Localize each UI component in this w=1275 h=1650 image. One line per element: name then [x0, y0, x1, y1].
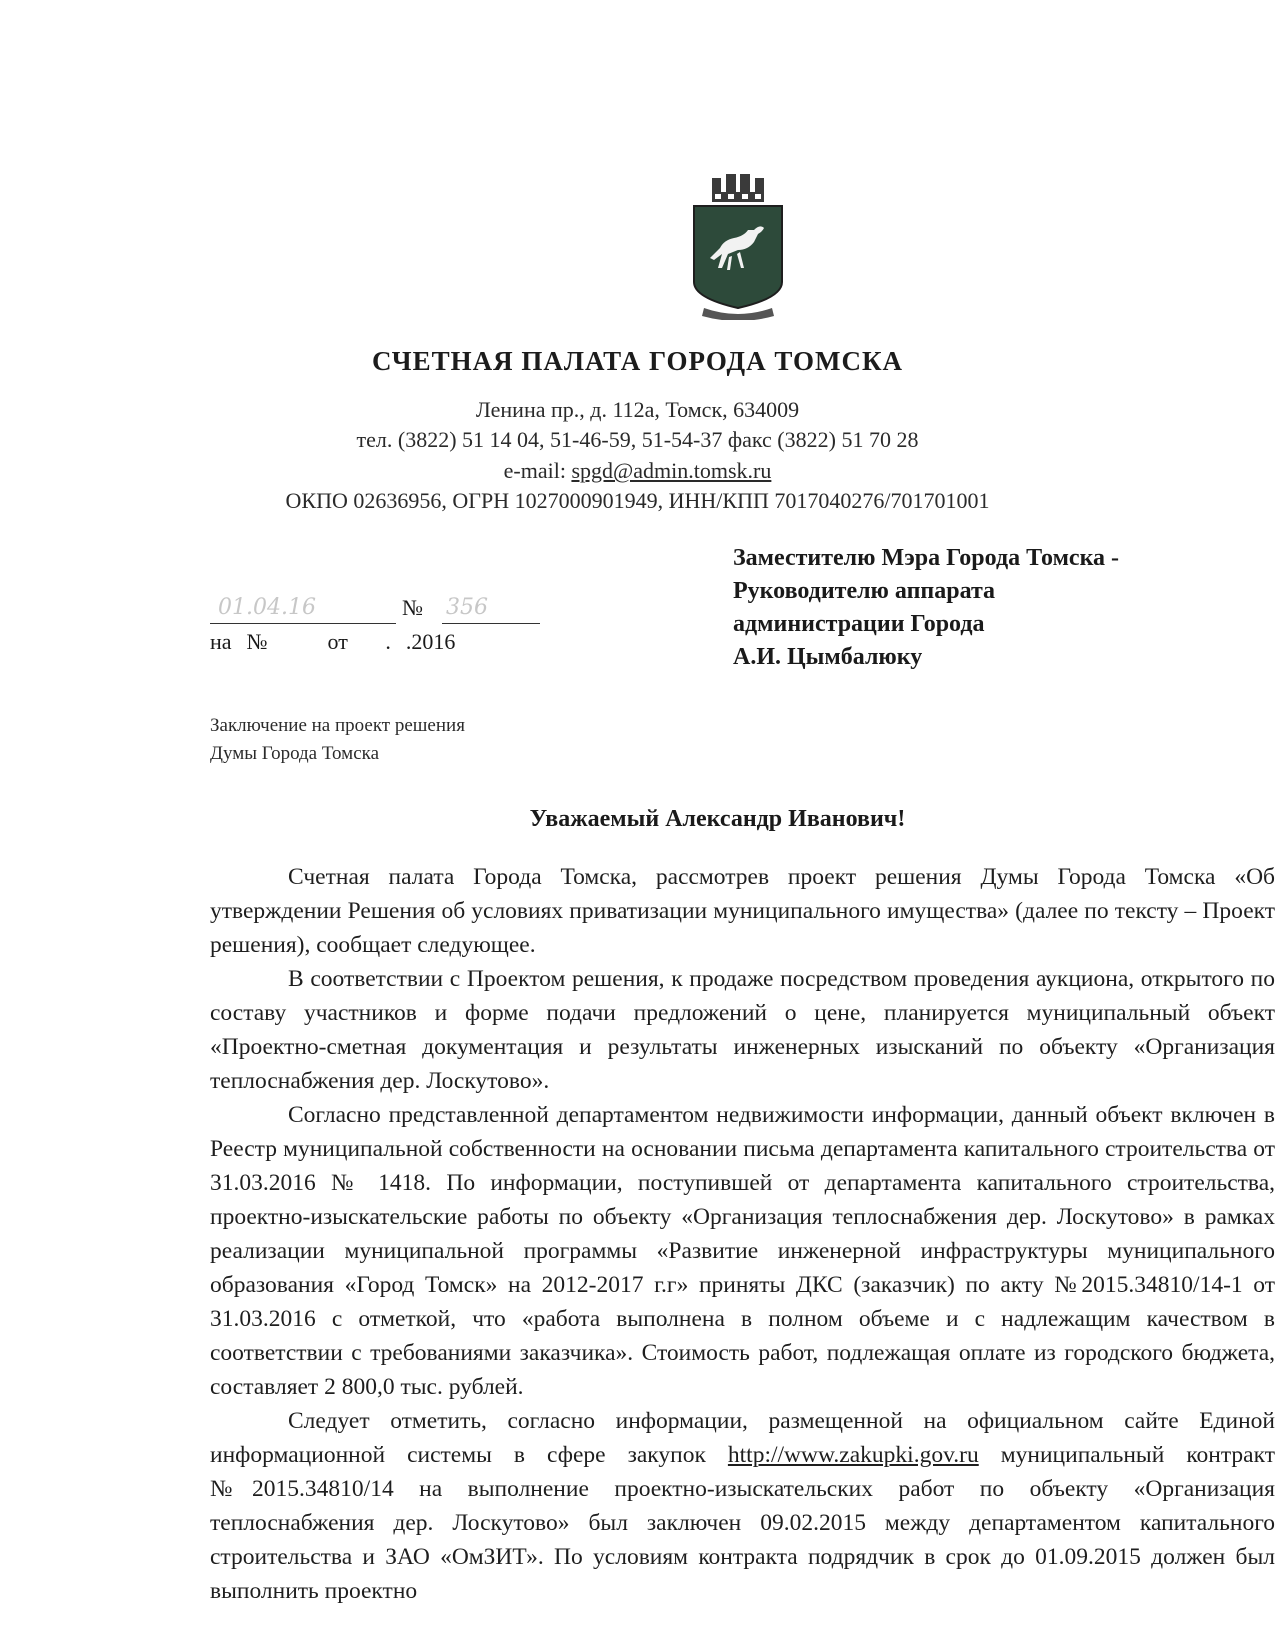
crown-icon [712, 174, 764, 202]
salutation: Уважаемый Александр Иванович! [529, 806, 906, 832]
handwritten-date: 01.04.16 [218, 595, 316, 620]
outgoing-reference [210, 595, 540, 654]
ribbon-icon [702, 308, 774, 320]
email-link[interactable]: spgd@admin.tomsk.ru [571, 458, 772, 483]
addressee-line: А.И. Цымбалюку [733, 644, 923, 670]
subject-line: Думы Города Томска [210, 743, 380, 764]
handwritten-number: 356 [446, 595, 488, 620]
body-paragraph: В соответствии с Проектом решения, к продаже посредством проведения аукциона, открытого по составу участников и форме подачи предложений о цене, планируется муниципальный объект «Проектно-сметная документация и результаты инженерных изысканий по объекту «Организация теплоснабжения дер. Лоскутово». [210, 966, 1275, 1094]
body-paragraph [210, 1404, 1275, 1608]
zakupki-link[interactable]: http://www.zakupki.gov.ru [727, 1442, 979, 1468]
reply-reference-line: на № от . .2016 [210, 629, 456, 654]
number-underline [442, 623, 540, 624]
organization-phone: тел. (3822) 51 14 04, 51-46-59, 51-54-37 факс (3822) 51 70 28 [356, 427, 919, 452]
subject-block [210, 712, 465, 768]
letter-body [210, 860, 1275, 1608]
organization-name: СЧЕТНАЯ ПАЛАТА ГОРОДА ТОМСКА [371, 346, 904, 376]
body-paragraph: Счетная палата Города Томска, рассмотрев проект решения Думы Города Томска «Об утверждении Решения об условиях приватизации муниципального имущества» (далее по тексту – Проект решения), сообщает следующее. [210, 864, 1275, 958]
paragraph-text: муниципальный контракт №2015.34810/14 на выполнение проектно-изыскательских работ по объекту «Организация теплоснабжения дер. Лоскутово» был заключен 09.02.2015 между департаментом капитального строительства и ЗАО «ОмЗИТ». По условиям контракта подрядчик в срок до 01.09.2015 должен был выполнить проектно [210, 1442, 1275, 1604]
paragraph-text: Следует отметить, согласно информации, размещенной на официальном сайте Единой информационной системы в сфере закупок [210, 1408, 1275, 1468]
date-underline [210, 623, 396, 624]
addressee-line: Руководителю аппарата [733, 578, 996, 604]
addressee-block [733, 542, 1253, 674]
subject-line: Заключение на проект решения [210, 715, 465, 736]
email-label: e-mail: [503, 458, 572, 483]
organization-email-line [0, 458, 1275, 484]
addressee-line: администрации Города [733, 611, 985, 637]
organization-address: Ленина пр., д. 112а, Томск, 634009 [475, 397, 800, 422]
body-paragraph: Согласно представленной департаментом недвижимости информации, данный объект включен в Реестр муниципальной собственности на основании письма департамента капитального строительства от 31.03.2016 № 1418. По информации, поступившей от департамента капитального строительства, проектно-изыскательские работы по объекту «Организация теплоснабжения дер. Лоскутово» в рамках реализации муниципальной программы «Развитие инженерной инфраструктуры муниципального образования «Город Томск» на 2012-2017 г.г» приняты ДКС (заказчик) по акту №2015.34810/14-1 от 31.03.2016 с отметкой, что «работа выполнена в полном объеме и с надлежащим качеством в соответствии с требованиями заказчика». Стоимость работ, подлежащая оплате из городского бюджета, составляет 2 800,0 тыс. рублей. [210, 1102, 1275, 1400]
number-label: № [402, 595, 423, 620]
organization-codes: ОКПО 02636956, ОГРН 1027000901949, ИНН/КПП 7017040276/701701001 [285, 488, 990, 513]
addressee-line: Заместителю Мэра Города Томска - [733, 545, 1120, 571]
coat-of-arms-emblem [684, 170, 792, 320]
